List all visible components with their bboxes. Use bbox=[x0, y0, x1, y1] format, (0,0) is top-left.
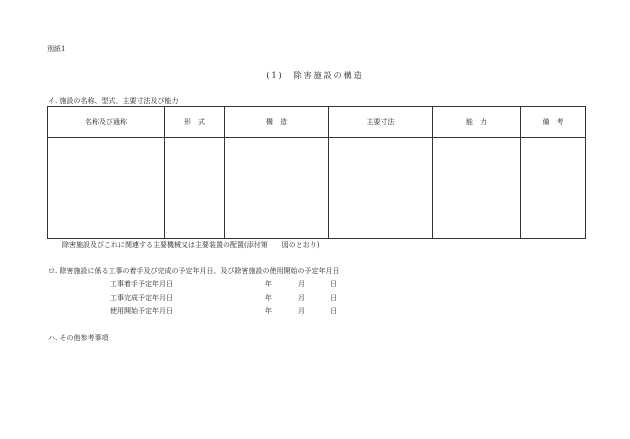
schedule-year-use: 年 bbox=[265, 307, 272, 315]
schedule-month-use: 月 bbox=[298, 307, 305, 315]
column-header-name: 名称及び通称 bbox=[48, 107, 165, 138]
cell-name[interactable] bbox=[48, 138, 165, 239]
facility-table bbox=[47, 106, 586, 239]
cell-type[interactable] bbox=[165, 138, 225, 239]
schedule-day-use: 日 bbox=[330, 307, 337, 315]
column-header-structure: 構 造 bbox=[225, 107, 329, 138]
document-title: (1) 除害施設の構造 bbox=[266, 71, 364, 80]
column-header-dimensions: 主要寸法 bbox=[329, 107, 433, 138]
column-header-remarks: 備 考 bbox=[521, 107, 586, 138]
cell-structure[interactable] bbox=[225, 138, 329, 239]
attachment-label: 別紙1 bbox=[47, 45, 66, 53]
schedule-year-start: 年 bbox=[265, 280, 272, 288]
column-header-capacity: 能 力 bbox=[433, 107, 521, 138]
schedule-year-completion: 年 bbox=[265, 294, 272, 302]
layout-footnote: 除害施設及びこれに関連する主要機械又は主要装置の配置(添付第 図のとおり) bbox=[62, 241, 320, 249]
schedule-day-start: 日 bbox=[330, 280, 337, 288]
schedule-label-start: 工事着手予定年月日 bbox=[110, 280, 173, 288]
section-ro-heading: ロ. 除害施設に係る工事の着手及び完成の予定年月日、及び除害施設の使用開始の予定年月日 bbox=[48, 267, 340, 275]
cell-remarks[interactable] bbox=[521, 138, 586, 239]
schedule-label-use: 使用開始予定年月日 bbox=[110, 307, 173, 315]
cell-capacity[interactable] bbox=[433, 138, 521, 239]
schedule-month-completion: 月 bbox=[298, 294, 305, 302]
table-header-row bbox=[48, 107, 586, 138]
section-i-heading: イ. 施設の名称、型式、主要寸法及び能力 bbox=[48, 97, 179, 105]
schedule-label-completion: 工事完成予定年月日 bbox=[110, 294, 173, 302]
section-ha-heading: ハ. その他参考事項 bbox=[48, 334, 109, 342]
column-header-type: 形 式 bbox=[165, 107, 225, 138]
schedule-day-completion: 日 bbox=[330, 294, 337, 302]
schedule-month-start: 月 bbox=[298, 280, 305, 288]
table-row bbox=[48, 138, 586, 239]
cell-dimensions[interactable] bbox=[329, 138, 433, 239]
